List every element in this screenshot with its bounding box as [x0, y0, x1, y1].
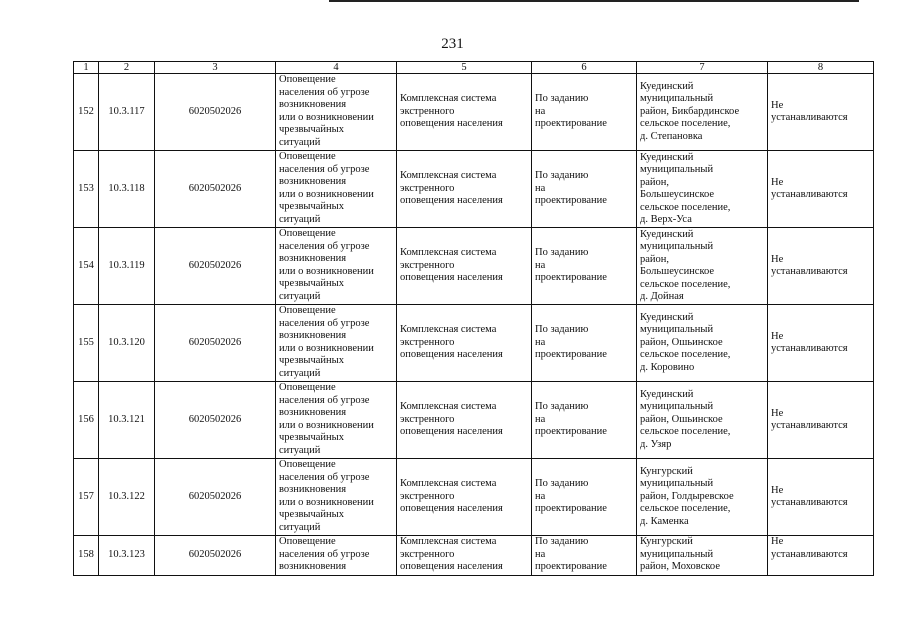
- table-row: [74, 74, 874, 151]
- row-id: 6020502026: [155, 228, 276, 305]
- row-location: Куединский муниципальный район, Большеусинское сельское поселение, д. Верх-Уса: [640, 151, 731, 225]
- row-code: 10.3.123: [99, 536, 155, 576]
- row-basis: По заданию на проектирование: [535, 536, 607, 572]
- column-header: 6: [532, 62, 637, 74]
- column-header: 3: [155, 62, 276, 74]
- column-header: 4: [276, 62, 397, 74]
- row-location: Куединский муниципальный район, Большеусинское сельское поселение, д. Дойная: [640, 228, 731, 302]
- row-id: 6020502026: [155, 305, 276, 382]
- row-location: Кунгурский муниципальный район, Голдыревское сельское поселение, д. Каменка: [640, 465, 734, 527]
- row-location: Куединский муниципальный район, Бикбардинское сельское поселение, д. Степановка: [640, 80, 740, 142]
- row-object: Комплексная система экстренного оповещения населения: [400, 247, 503, 284]
- row-id: 6020502026: [155, 382, 276, 459]
- table-row: [74, 151, 874, 228]
- row-code: 10.3.117: [99, 74, 155, 151]
- row-basis: По заданию на проектирование: [535, 170, 607, 207]
- row-location: Куединский муниципальный район, Ошьинское сельское поселение, д. Коровино: [640, 311, 731, 373]
- row-basis: По заданию на проектирование: [535, 401, 607, 438]
- row-zones: Не устанавливаются: [771, 330, 848, 354]
- row-code: 10.3.120: [99, 305, 155, 382]
- row-number: 158: [74, 536, 99, 576]
- row-zones: Не устанавливаются: [771, 407, 848, 431]
- row-basis: По заданию на проектирование: [535, 247, 607, 284]
- row-code: 10.3.118: [99, 151, 155, 228]
- row-code: 10.3.122: [99, 459, 155, 536]
- row-number: 153: [74, 151, 99, 228]
- column-header: 8: [768, 62, 874, 74]
- table-row: [74, 228, 874, 305]
- row-location: Кунгурский муниципальный район, Моховское: [640, 536, 720, 572]
- row-number: 155: [74, 305, 99, 382]
- row-object: Комплексная система экстренного оповещения населения: [400, 478, 503, 515]
- row-id: 6020502026: [155, 74, 276, 151]
- table-row: [74, 382, 874, 459]
- document-table: [73, 61, 874, 576]
- row-id: 6020502026: [155, 151, 276, 228]
- row-object: Комплексная система экстренного оповещения населения: [400, 324, 503, 361]
- row-basis: По заданию на проектирование: [535, 324, 607, 361]
- table-row: [74, 536, 874, 576]
- column-header: 7: [637, 62, 768, 74]
- row-id: 6020502026: [155, 459, 276, 536]
- row-location: Куединский муниципальный район, Ошьинское сельское поселение, д. Узяр: [640, 388, 731, 450]
- row-object: Комплексная система экстренного оповещения населения: [400, 536, 503, 572]
- row-code: 10.3.121: [99, 382, 155, 459]
- row-number: 156: [74, 382, 99, 459]
- row-purpose: Оповещение населения об угрозе возникновения или о возникновении чрезвычайных ситуаций: [279, 305, 374, 379]
- table-row: [74, 305, 874, 382]
- row-purpose: Оповещение населения об угрозе возникновения или о возникновении чрезвычайных ситуаций: [279, 382, 374, 456]
- row-basis: По заданию на проектирование: [535, 478, 607, 515]
- row-code: 10.3.119: [99, 228, 155, 305]
- row-purpose: Оповещение населения об угрозе возникновения: [279, 536, 370, 572]
- page-number: 231: [441, 36, 464, 52]
- row-purpose: Оповещение населения об угрозе возникновения или о возникновении чрезвычайных ситуаций: [279, 459, 374, 533]
- row-object: Комплексная система экстренного оповещения населения: [400, 93, 503, 130]
- column-header: 1: [74, 62, 99, 74]
- row-basis: По заданию на проектирование: [535, 93, 607, 130]
- column-header: 5: [397, 62, 532, 74]
- row-zones: Не устанавливаются: [771, 536, 848, 560]
- row-object: Комплексная система экстренного оповещения населения: [400, 401, 503, 438]
- row-number: 157: [74, 459, 99, 536]
- table-row: [74, 459, 874, 536]
- row-purpose: Оповещение населения об угрозе возникновения или о возникновении чрезвычайных ситуаций: [279, 74, 374, 148]
- row-number: 154: [74, 228, 99, 305]
- row-zones: Не устанавливаются: [771, 253, 848, 277]
- top-rule: [329, 0, 859, 2]
- column-header: 2: [99, 62, 155, 74]
- row-purpose: Оповещение населения об угрозе возникновения или о возникновении чрезвычайных ситуаций: [279, 151, 374, 225]
- header-row: [74, 62, 874, 74]
- row-purpose: Оповещение населения об угрозе возникновения или о возникновении чрезвычайных ситуаций: [279, 228, 374, 302]
- row-zones: Не устанавливаются: [771, 484, 848, 508]
- row-zones: Не устанавливаются: [771, 99, 848, 123]
- row-zones: Не устанавливаются: [771, 176, 848, 200]
- row-id: 6020502026: [155, 536, 276, 576]
- row-object: Комплексная система экстренного оповещения населения: [400, 170, 503, 207]
- row-number: 152: [74, 74, 99, 151]
